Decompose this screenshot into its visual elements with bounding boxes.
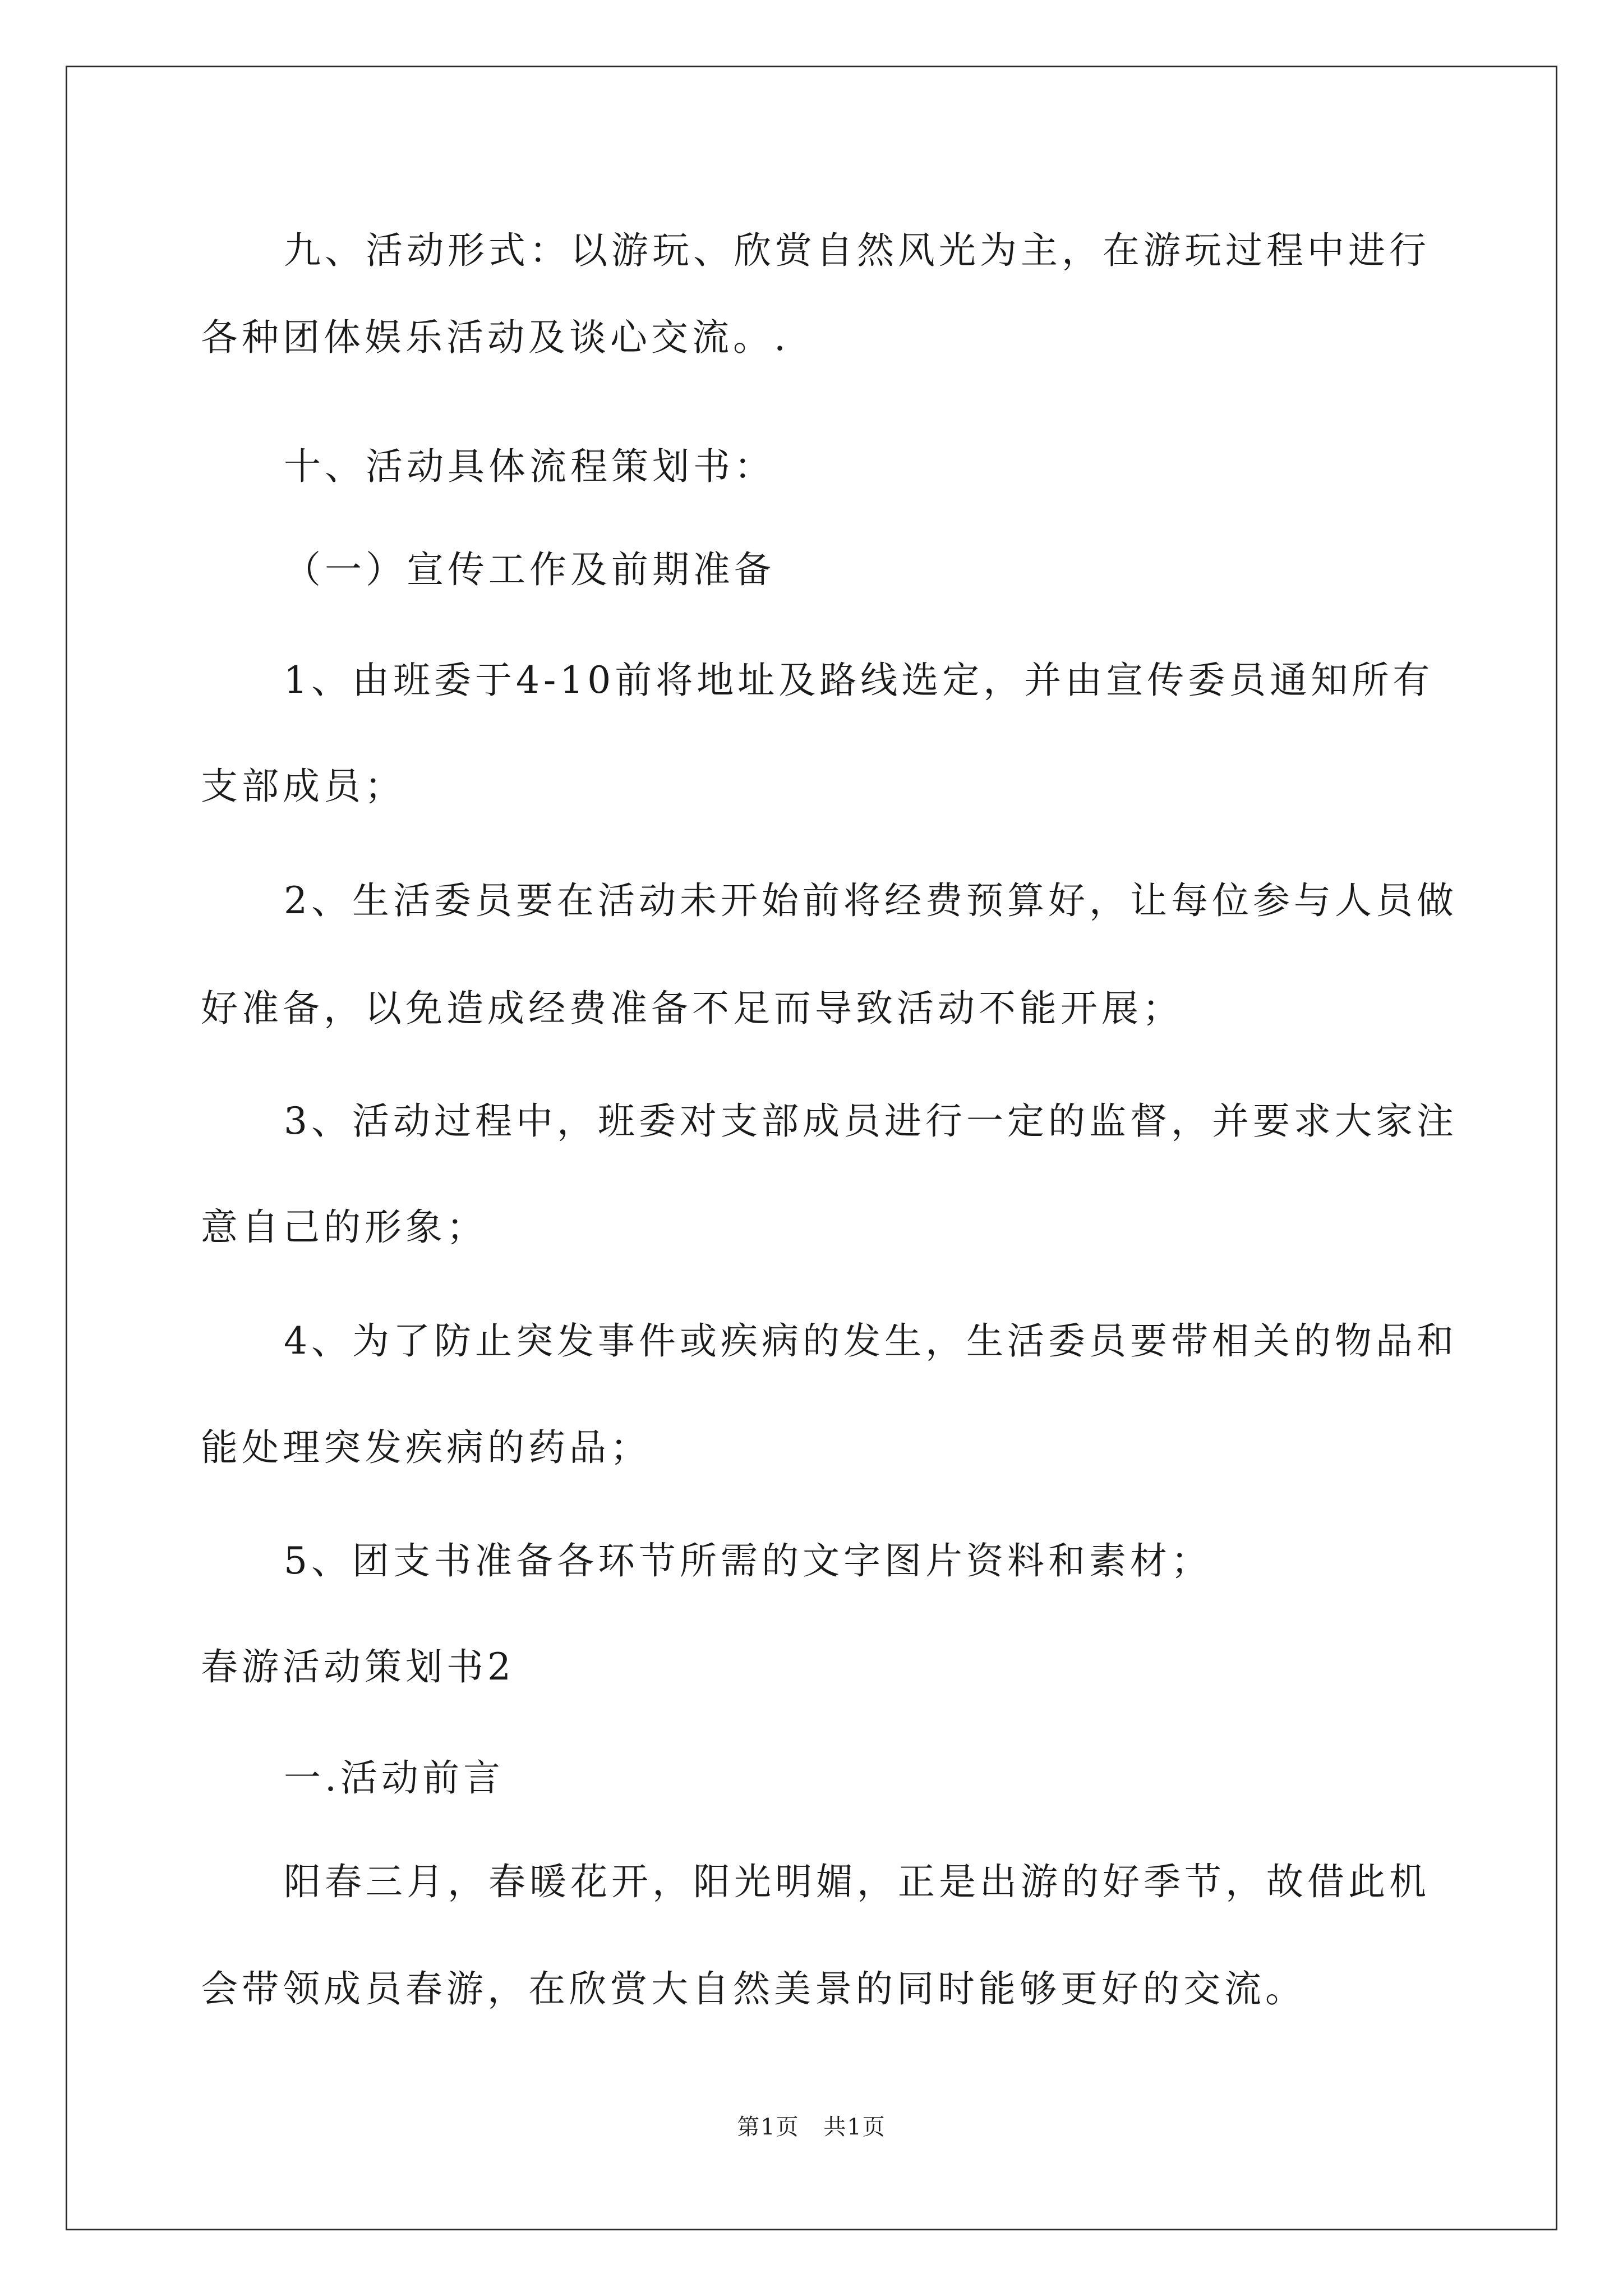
document-title: 春游活动策划书2 — [201, 1645, 515, 1688]
text-line: 2、生活委员要在活动未开始前将经费预算好，让每位参与人员做 — [284, 879, 1458, 922]
text-line: 4、为了防止突发事件或疾病的发生，生活委员要带相关的物品和 — [284, 1319, 1458, 1363]
section-heading: （一）宣传工作及前期准备 — [284, 548, 775, 591]
text-line: 支部成员； — [201, 765, 405, 808]
text-line: 各种团体娱乐活动及谈心交流。. — [201, 316, 790, 359]
text-line: 十、活动具体流程策划书： — [284, 445, 775, 488]
text-line: 好准备，以免造成经费准备不足而导致活动不能开展； — [201, 987, 1183, 1030]
text-line: 能处理突发疾病的药品； — [201, 1426, 651, 1469]
text-line: 5、团支书准备各环节所需的文字图片资料和素材； — [284, 1539, 1212, 1582]
page-total: 共1页 — [823, 2114, 886, 2140]
text-line: 会带领成员春游，在欣赏大自然美景的同时能够更好的交流。 — [201, 1967, 1306, 2010]
text-line: 1、由班委于4-10前将地址及路线选定，并由宣传委员通知所有 — [284, 659, 1434, 702]
text-line: 意自己的形象； — [201, 1205, 487, 1249]
text-line: 3、活动过程中，班委对支部成员进行一定的监督，并要求大家注 — [284, 1099, 1458, 1143]
text-line: 九、活动形式：以游玩、欣赏自然风光为主，在游玩过程中进行 — [284, 229, 1430, 272]
section-heading: 一.活动前言 — [284, 1756, 504, 1800]
text-line: 阳春三月，春暖花开，阳光明媚，正是出游的好季节，故借此机 — [284, 1860, 1430, 1903]
page-footer — [0, 2110, 1623, 2144]
page-number: 第1页 — [737, 2114, 800, 2140]
